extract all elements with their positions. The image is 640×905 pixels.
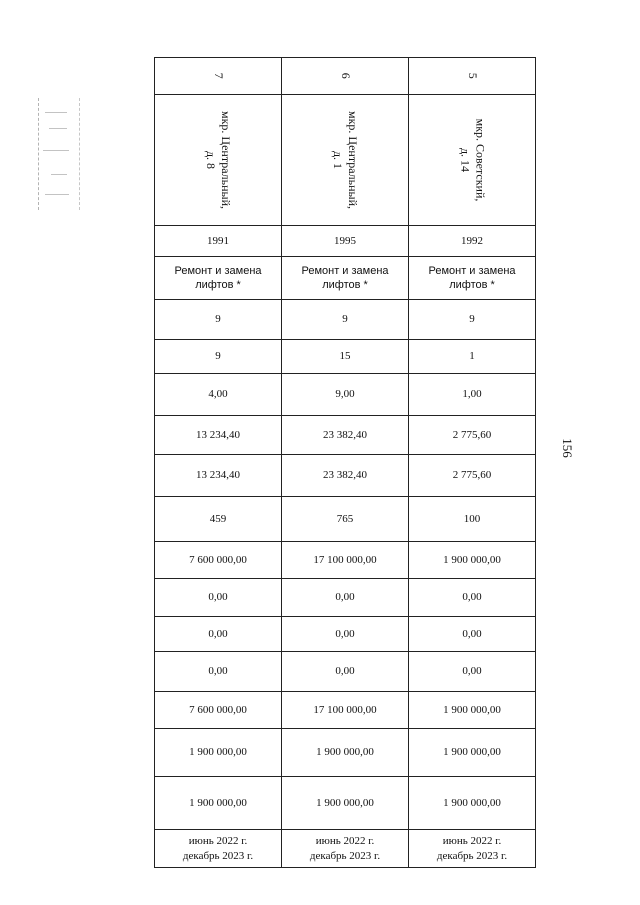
cell-index xyxy=(155,58,282,95)
cell-value: 1 900 000,00 xyxy=(155,729,282,777)
cell-value: 9 xyxy=(282,300,409,340)
address-text xyxy=(330,111,360,209)
row-value xyxy=(155,340,536,374)
cell-value: 13 234,40 xyxy=(155,416,282,455)
address-line: мкр. Центральный, xyxy=(219,110,233,209)
cell-value: 765 xyxy=(282,497,409,542)
cell-index xyxy=(282,58,409,95)
cell-value: 0,00 xyxy=(409,579,536,617)
cell-period xyxy=(409,830,536,868)
row-number: 6 xyxy=(338,73,353,79)
cell-value: 0,00 xyxy=(409,617,536,652)
housing-repair-table xyxy=(154,57,536,868)
cell-value: 1 900 000,00 xyxy=(409,692,536,729)
cell-value: 1 900 000,00 xyxy=(409,777,536,830)
period-start: июнь 2022 г. xyxy=(315,835,375,848)
cell-value: 13 234,40 xyxy=(155,455,282,497)
cell-value: 0,00 xyxy=(155,652,282,692)
cell-value: 9 xyxy=(409,300,536,340)
cell-work-type: Ремонт и замена лифтов * xyxy=(155,257,282,300)
cell-value: 9 xyxy=(155,340,282,374)
cell-value: 0,00 xyxy=(282,617,409,652)
cell-work-type: Ремонт и замена лифтов * xyxy=(409,257,536,300)
row-year xyxy=(155,226,536,257)
cell-value: 15 xyxy=(282,340,409,374)
page-number: 156 xyxy=(560,438,575,458)
cell-work-type: Ремонт и замена лифтов * xyxy=(282,257,409,300)
cell-value: 2 775,60 xyxy=(409,416,536,455)
cell-value: 4,00 xyxy=(155,374,282,416)
address-line: мкр. Центральный, xyxy=(346,110,360,209)
period-end: декабрь 2023 г. xyxy=(436,849,508,862)
cell-value: 1,00 xyxy=(409,374,536,416)
cell-year: 1992 xyxy=(409,226,536,257)
row-value xyxy=(155,542,536,579)
cell-value: 1 900 000,00 xyxy=(155,777,282,830)
cell-value: 100 xyxy=(409,497,536,542)
cell-address xyxy=(282,95,409,226)
cell-value: 1 900 000,00 xyxy=(409,542,536,579)
row-number: 7 xyxy=(211,73,226,79)
cell-address xyxy=(409,95,536,226)
cell-value: 0,00 xyxy=(282,579,409,617)
row-value xyxy=(155,497,536,542)
cell-value: 0,00 xyxy=(155,579,282,617)
cell-value: 7 600 000,00 xyxy=(155,542,282,579)
period-start: июнь 2022 г. xyxy=(442,835,502,848)
cell-value: 1 900 000,00 xyxy=(282,777,409,830)
row-value xyxy=(155,579,536,617)
row-value xyxy=(155,652,536,692)
cell-address xyxy=(155,95,282,226)
row-value xyxy=(155,777,536,830)
cell-value: 7 600 000,00 xyxy=(155,692,282,729)
cell-value: 17 100 000,00 xyxy=(282,692,409,729)
row-period xyxy=(155,830,536,868)
cell-value: 459 xyxy=(155,497,282,542)
period-end: декабрь 2023 г. xyxy=(309,849,381,862)
cell-value: 0,00 xyxy=(282,652,409,692)
row-index xyxy=(155,58,536,95)
row-work-type xyxy=(155,257,536,300)
row-value xyxy=(155,300,536,340)
row-value xyxy=(155,617,536,652)
address-line: мкр. Советский, xyxy=(473,118,487,202)
address-house: д. 8 xyxy=(204,150,218,169)
cell-value: 23 382,40 xyxy=(282,455,409,497)
period-end: декабрь 2023 г. xyxy=(182,849,254,862)
cell-year: 1995 xyxy=(282,226,409,257)
row-value xyxy=(155,374,536,416)
faded-stamp xyxy=(38,98,80,210)
cell-period xyxy=(282,830,409,868)
cell-value: 1 xyxy=(409,340,536,374)
row-number: 5 xyxy=(465,73,480,79)
cell-value: 23 382,40 xyxy=(282,416,409,455)
row-value xyxy=(155,692,536,729)
cell-index xyxy=(409,58,536,95)
period-start: июнь 2022 г. xyxy=(188,835,248,848)
address-text xyxy=(203,111,233,209)
cell-value: 2 775,60 xyxy=(409,455,536,497)
address-house: д. 1 xyxy=(331,150,345,169)
row-value xyxy=(155,455,536,497)
cell-period xyxy=(155,830,282,868)
cell-year: 1991 xyxy=(155,226,282,257)
row-value xyxy=(155,416,536,455)
cell-value: 9,00 xyxy=(282,374,409,416)
cell-value: 1 900 000,00 xyxy=(282,729,409,777)
address-house: д. 14 xyxy=(458,147,472,172)
row-value xyxy=(155,729,536,777)
cell-value: 9 xyxy=(155,300,282,340)
cell-value: 1 900 000,00 xyxy=(409,729,536,777)
cell-value: 0,00 xyxy=(409,652,536,692)
address-text xyxy=(457,118,487,201)
cell-value: 0,00 xyxy=(155,617,282,652)
cell-value: 17 100 000,00 xyxy=(282,542,409,579)
row-address xyxy=(155,95,536,226)
